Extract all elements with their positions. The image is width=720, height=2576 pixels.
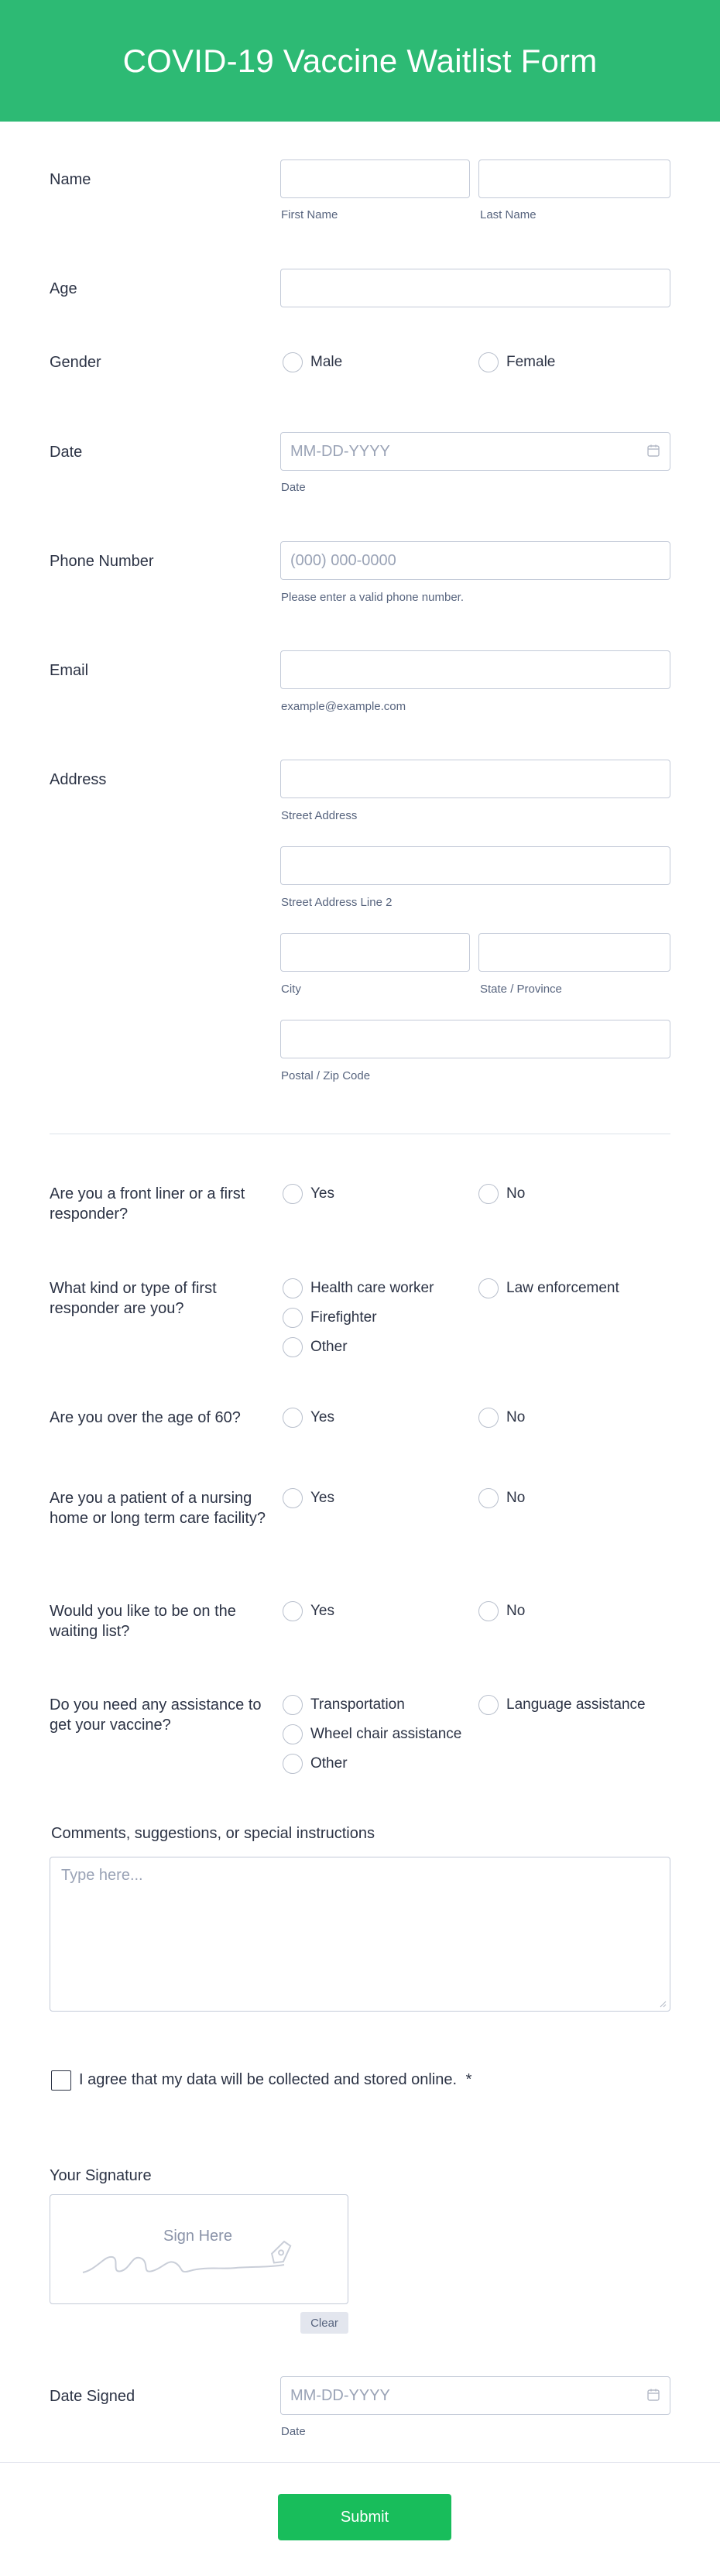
city-input[interactable] bbox=[280, 933, 470, 972]
radio-circle[interactable] bbox=[478, 1278, 499, 1298]
assistance-option-language[interactable] bbox=[478, 1695, 646, 1715]
phone-label: Phone Number bbox=[50, 553, 154, 570]
radio-label: Female bbox=[506, 354, 556, 370]
radio-label: Wheel chair assistance bbox=[310, 1726, 462, 1742]
zip-input[interactable] bbox=[280, 1020, 670, 1058]
frontliner-option-yes[interactable] bbox=[283, 1184, 334, 1204]
radio-circle[interactable] bbox=[283, 1601, 303, 1621]
resize-handle-icon[interactable] bbox=[659, 2000, 667, 2008]
date-signed-placeholder: MM-DD-YYYY bbox=[290, 2386, 390, 2404]
radio-label: No bbox=[506, 1490, 526, 1506]
comments-placeholder: Type here... bbox=[61, 1867, 143, 1884]
gender-option-male[interactable] bbox=[283, 352, 342, 372]
state-sublabel: State / Province bbox=[480, 983, 562, 996]
radio-label: Yes bbox=[310, 1185, 334, 1202]
radio-label: Yes bbox=[310, 1603, 334, 1619]
required-asterisk: * bbox=[465, 2071, 472, 2088]
age-label: Age bbox=[50, 280, 77, 297]
signature-placeholder: Sign Here bbox=[163, 2228, 232, 2245]
form-header bbox=[0, 0, 720, 122]
radio-circle[interactable] bbox=[283, 1278, 303, 1298]
city-sublabel: City bbox=[281, 983, 301, 996]
gender-label: Gender bbox=[50, 354, 101, 371]
radio-circle[interactable] bbox=[283, 1754, 303, 1774]
name-label: Name bbox=[50, 171, 91, 188]
radio-circle[interactable] bbox=[283, 352, 303, 372]
radio-circle[interactable] bbox=[283, 1488, 303, 1508]
assistance-option-other[interactable] bbox=[283, 1754, 348, 1774]
first-name-input[interactable] bbox=[280, 159, 470, 198]
waitlist-option-yes[interactable] bbox=[283, 1601, 334, 1621]
calendar-icon[interactable] bbox=[646, 444, 660, 458]
radio-circle[interactable] bbox=[283, 1337, 303, 1357]
radio-circle[interactable] bbox=[283, 1724, 303, 1744]
phone-sublabel: Please enter a valid phone number. bbox=[281, 591, 464, 604]
responder-option-health-care[interactable] bbox=[283, 1278, 434, 1298]
date-signed-label: Date Signed bbox=[50, 2388, 135, 2405]
signature-pad[interactable] bbox=[50, 2194, 348, 2304]
radio-label: Male bbox=[310, 354, 343, 370]
responder-option-law-enforcement[interactable] bbox=[478, 1278, 619, 1298]
nursing-option-yes[interactable] bbox=[283, 1488, 334, 1508]
date-placeholder: MM-DD-YYYY bbox=[290, 442, 390, 460]
calendar-icon[interactable] bbox=[646, 2388, 660, 2402]
street-address-input[interactable] bbox=[280, 760, 670, 798]
radio-circle[interactable] bbox=[283, 1408, 303, 1428]
email-input[interactable] bbox=[280, 650, 670, 689]
radio-label: Firefighter bbox=[310, 1309, 377, 1326]
agree-checkbox[interactable] bbox=[51, 2070, 71, 2091]
radio-circle[interactable] bbox=[478, 352, 499, 372]
comments-textarea[interactable] bbox=[50, 1857, 670, 2012]
last-name-sublabel: Last Name bbox=[480, 208, 537, 221]
responder-option-firefighter[interactable] bbox=[283, 1308, 377, 1328]
date-signed-sublabel: Date bbox=[281, 2425, 306, 2438]
radio-label: Other bbox=[310, 1755, 348, 1772]
footer-divider bbox=[0, 2462, 720, 2463]
responder-option-other[interactable] bbox=[283, 1337, 348, 1357]
radio-circle[interactable] bbox=[478, 1184, 499, 1204]
radio-circle[interactable] bbox=[478, 1601, 499, 1621]
radio-circle[interactable] bbox=[478, 1488, 499, 1508]
address-label: Address bbox=[50, 771, 107, 788]
radio-circle[interactable] bbox=[283, 1695, 303, 1715]
email-label: Email bbox=[50, 662, 89, 679]
street-address-line2-input[interactable] bbox=[280, 846, 670, 885]
waitlist-option-no[interactable] bbox=[478, 1601, 525, 1621]
gender-option-female[interactable] bbox=[478, 352, 555, 372]
radio-label: No bbox=[506, 1409, 526, 1425]
agree-text: I agree that my data will be collected and stored online. bbox=[79, 2071, 458, 2088]
radio-label: Transportation bbox=[310, 1696, 405, 1713]
email-sublabel: example@example.com bbox=[281, 700, 406, 713]
radio-label: Other bbox=[310, 1339, 348, 1355]
radio-label: Health care worker bbox=[310, 1280, 434, 1296]
radio-circle[interactable] bbox=[478, 1695, 499, 1715]
radio-label: Language assistance bbox=[506, 1696, 646, 1713]
street-address-sublabel: Street Address bbox=[281, 809, 358, 822]
assistance-question: Do you need any assistance to get your vaccine? bbox=[50, 1696, 262, 1734]
nursing-question: Are you a patient of a nursing home or long term care facility? bbox=[50, 1490, 266, 1527]
form-body bbox=[0, 122, 720, 2576]
over60-option-no[interactable] bbox=[478, 1408, 525, 1428]
radio-circle[interactable] bbox=[478, 1408, 499, 1428]
over60-question: Are you over the age of 60? bbox=[50, 1409, 241, 1426]
frontliner-option-no[interactable] bbox=[478, 1184, 525, 1204]
street-address-line2-sublabel: Street Address Line 2 bbox=[281, 896, 393, 909]
form-title: COVID-19 Vaccine Waitlist Form bbox=[122, 42, 598, 79]
comments-label: Comments, suggestions, or special instructions bbox=[51, 1825, 375, 1842]
date-sublabel: Date bbox=[281, 481, 306, 494]
responder-type-question: What kind or type of first responder are you? bbox=[50, 1280, 217, 1317]
radio-label: Yes bbox=[310, 1409, 334, 1425]
date-signed-input[interactable] bbox=[280, 2376, 670, 2415]
phone-placeholder: (000) 000-0000 bbox=[290, 551, 396, 569]
signature-clear-button[interactable]: Clear bbox=[300, 2312, 348, 2334]
radio-circle[interactable] bbox=[283, 1308, 303, 1328]
age-input[interactable] bbox=[280, 269, 670, 307]
zip-sublabel: Postal / Zip Code bbox=[281, 1069, 371, 1082]
state-input[interactable] bbox=[478, 933, 670, 972]
nursing-option-no[interactable] bbox=[478, 1488, 525, 1508]
radio-circle[interactable] bbox=[283, 1184, 303, 1204]
date-label: Date bbox=[50, 444, 83, 461]
signature-label: Your Signature bbox=[50, 2167, 152, 2184]
assistance-option-transportation[interactable] bbox=[283, 1695, 405, 1715]
over60-option-yes[interactable] bbox=[283, 1408, 334, 1428]
submit-button[interactable]: Submit bbox=[278, 2494, 451, 2540]
waitlist-question: Would you like to be on the waiting list? bbox=[50, 1603, 236, 1640]
last-name-input[interactable] bbox=[478, 159, 670, 198]
date-input[interactable] bbox=[280, 432, 670, 471]
phone-input[interactable] bbox=[280, 541, 670, 580]
radio-label: No bbox=[506, 1603, 526, 1619]
agree-label[interactable] bbox=[79, 2071, 471, 2089]
radio-label: Yes bbox=[310, 1490, 334, 1506]
first-name-sublabel: First Name bbox=[281, 208, 338, 221]
frontliner-question: Are you a front liner or a first responder? bbox=[50, 1185, 245, 1223]
radio-label: Law enforcement bbox=[506, 1280, 619, 1296]
assistance-option-wheelchair[interactable] bbox=[283, 1724, 461, 1744]
radio-label: No bbox=[506, 1185, 526, 1202]
